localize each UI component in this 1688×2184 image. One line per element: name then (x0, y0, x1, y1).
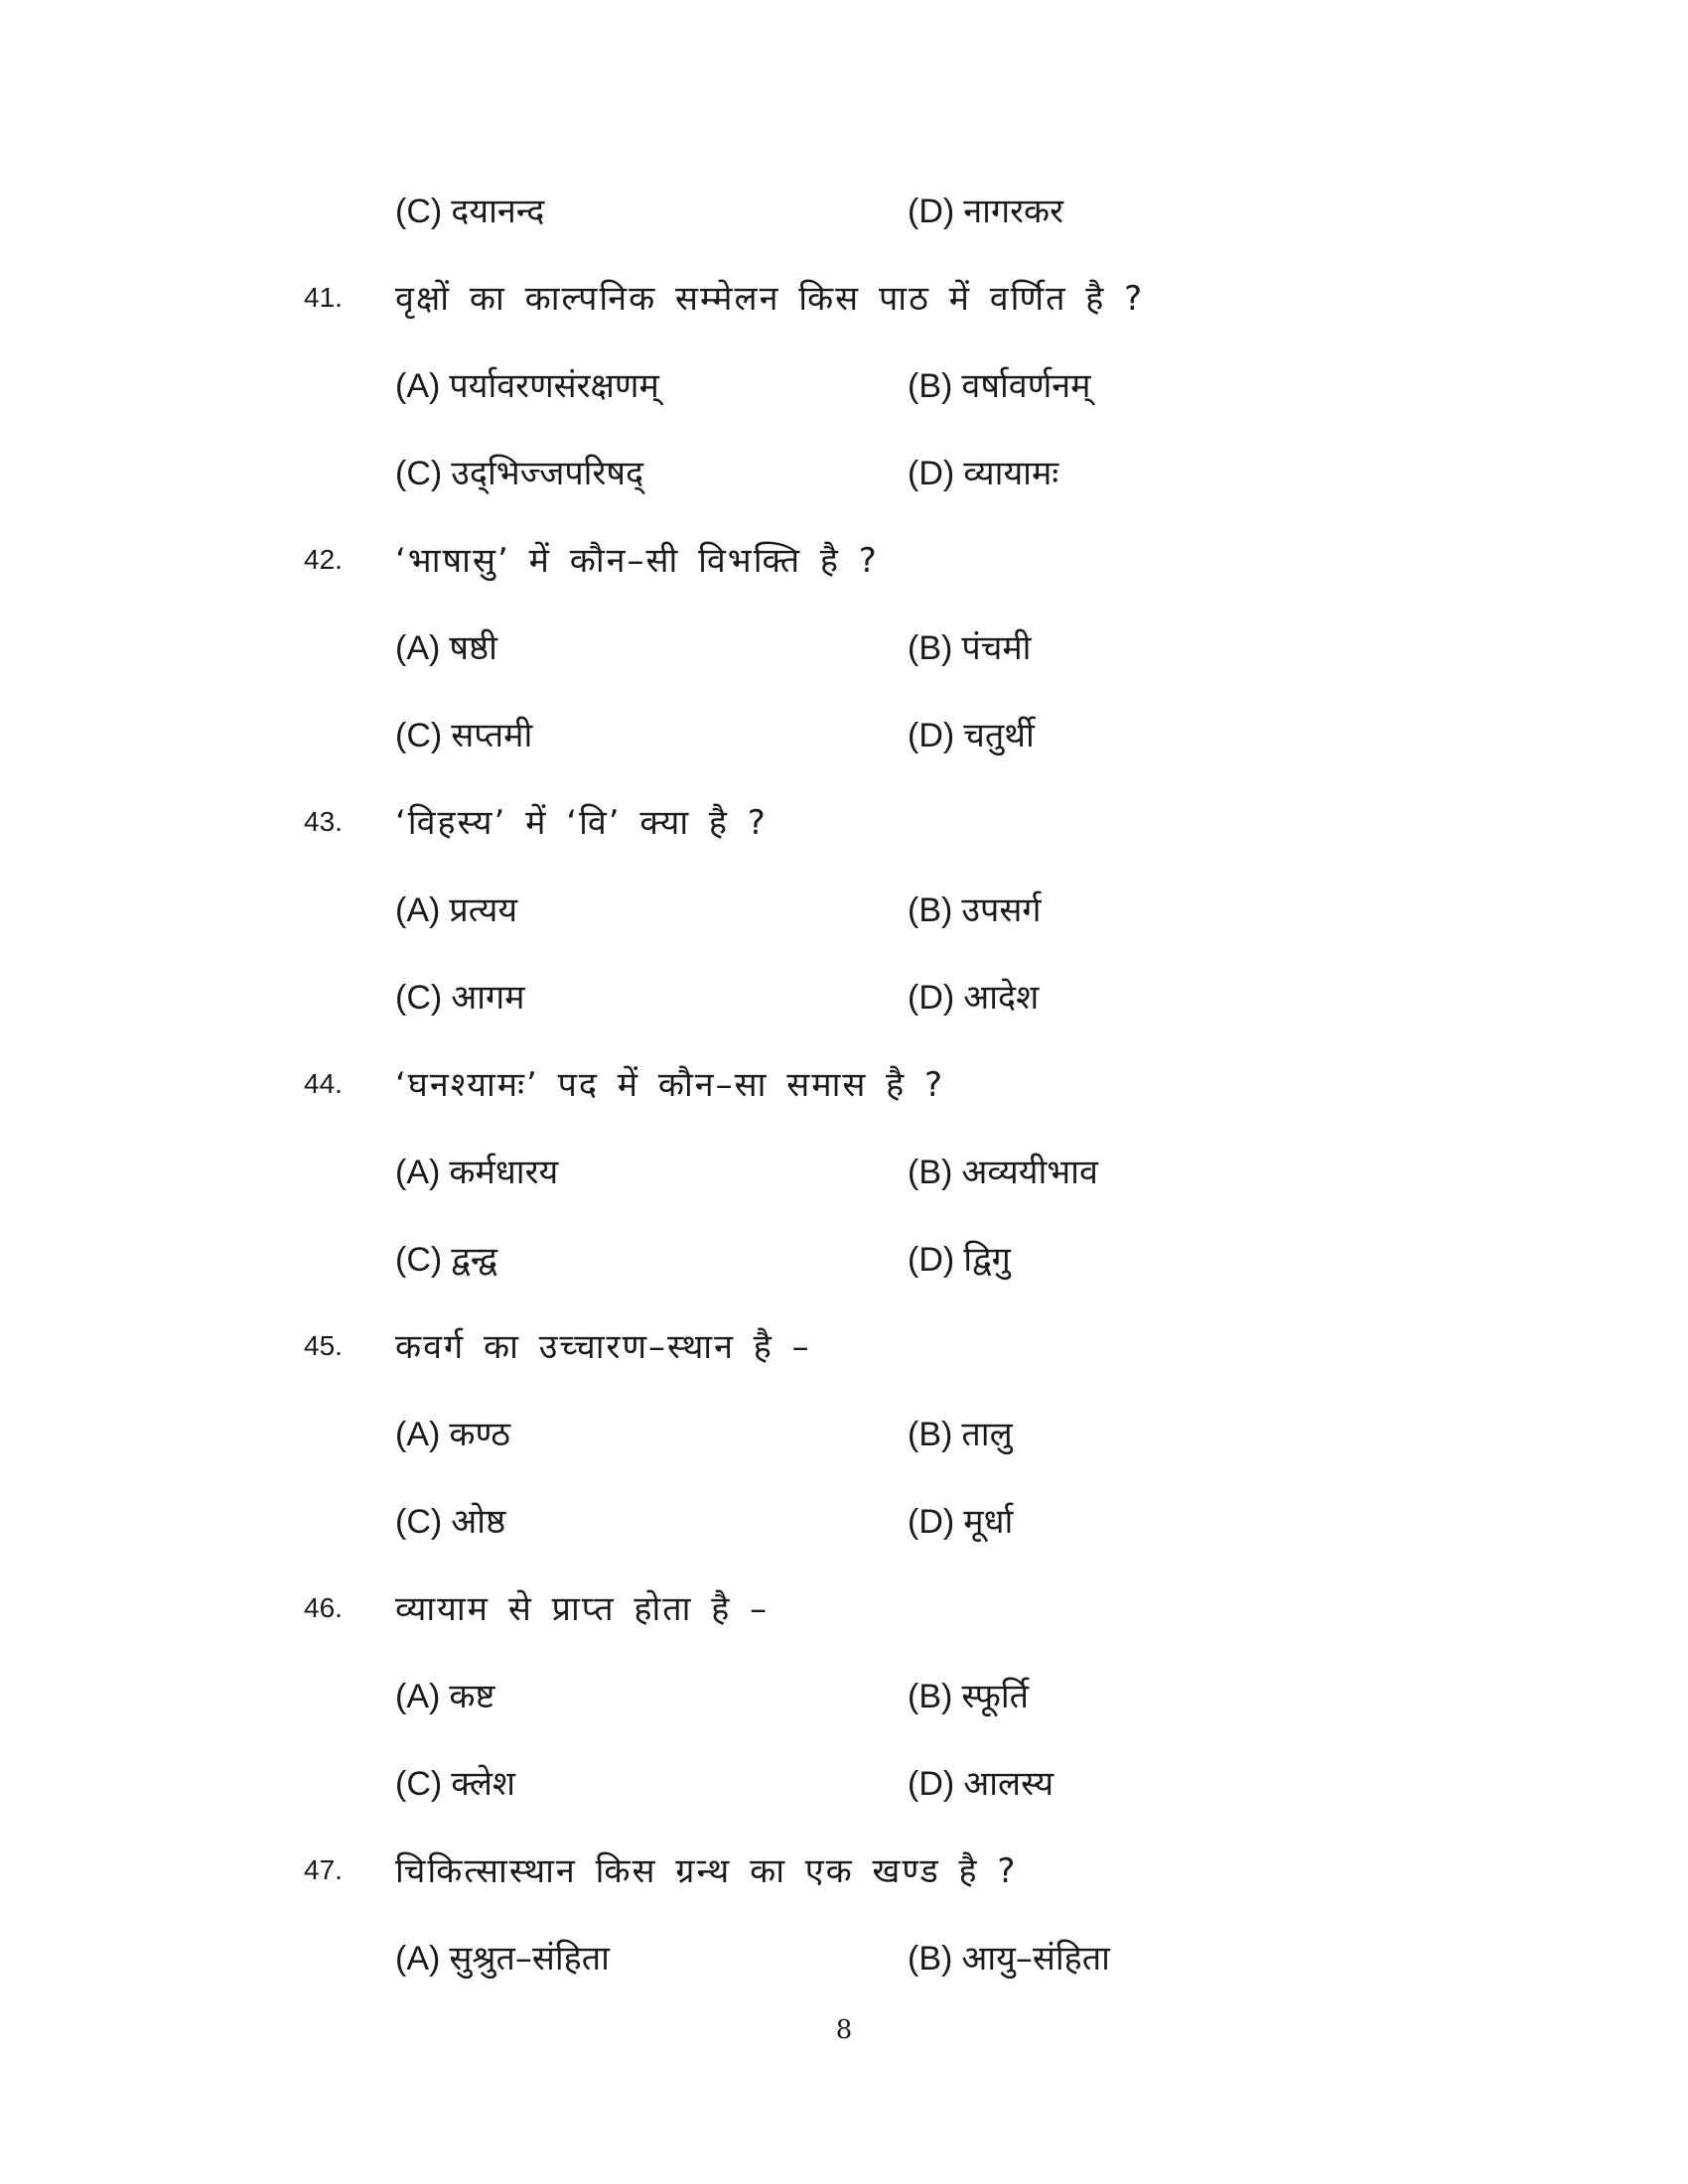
question-number: 45. (304, 1330, 343, 1361)
option-text: वर्षावर्णनम् (961, 366, 1091, 406)
option-row (0, 1932, 1688, 1991)
option-label: (B) (908, 1678, 953, 1715)
option-b (908, 886, 1042, 931)
option-label: (C) (395, 717, 443, 754)
option-text: द्विगु (963, 1240, 1011, 1280)
option-d (908, 1497, 1013, 1543)
question-row (0, 1058, 1688, 1118)
option-row (0, 971, 1688, 1030)
question-row (0, 1582, 1688, 1642)
option-text: व्यायामः (963, 454, 1059, 493)
option-d (908, 973, 1039, 1019)
option-row (0, 1757, 1688, 1817)
option-label: (B) (908, 1154, 953, 1191)
option-label: (D) (908, 979, 955, 1017)
option-text: कष्ट (449, 1677, 495, 1716)
question-text: व्यायाम से प्राप्त होता है – (395, 1589, 770, 1629)
option-label: (B) (908, 891, 953, 929)
option-row (0, 447, 1688, 506)
option-label: (D) (908, 1765, 955, 1803)
option-a (395, 1672, 494, 1717)
option-text: पंचमी (961, 628, 1032, 668)
option-row (0, 884, 1688, 943)
option-label: (A) (395, 367, 441, 405)
option-label: (A) (395, 1940, 441, 1978)
option-label: (D) (908, 193, 955, 230)
option-c (395, 1759, 515, 1805)
option-text: आलस्य (963, 1764, 1055, 1804)
option-text: उद्‌भिज्जपरिषद् (451, 454, 644, 493)
option-label: (C) (395, 979, 443, 1017)
option-label: (D) (908, 1241, 955, 1279)
option-a (395, 1410, 510, 1455)
option-row (0, 359, 1688, 419)
option-b (908, 1148, 1098, 1193)
option-text: दयानन्द (451, 192, 545, 231)
option-row (0, 185, 1688, 244)
option-label: (C) (395, 1503, 443, 1541)
option-c (395, 973, 525, 1019)
question-text: चिकित्सास्थान किस ग्रन्थ का एक खण्ड है ? (395, 1851, 1018, 1891)
option-d (908, 711, 1035, 756)
question-text: वृक्षों का काल्पनिक सम्मेलन किस पाठ में वर्णित है ? (395, 279, 1145, 319)
option-text: नागरकर (963, 192, 1064, 231)
option-text: द्वन्द्व (451, 1240, 497, 1280)
option-text: षष्ठी (449, 628, 497, 668)
option-row (0, 621, 1688, 681)
option-row (0, 1495, 1688, 1555)
question-text: कवर्ग का उच्चारण–स्थान है – (395, 1327, 811, 1367)
question-row (0, 796, 1688, 856)
option-d (908, 1759, 1054, 1805)
question-text: ‘भाषासु’ में कौन–सी विभक्ति है ? (395, 541, 879, 581)
option-c (395, 1235, 497, 1281)
option-text: पर्यावरणसंरक्षणम् (449, 366, 659, 406)
question-row (0, 1844, 1688, 1904)
option-label: (B) (908, 367, 953, 405)
question-row (0, 1320, 1688, 1380)
option-text: कर्मधारय (449, 1153, 559, 1192)
option-b (908, 1672, 1029, 1717)
option-row (0, 1408, 1688, 1467)
question-number: 46. (304, 1592, 343, 1623)
question-number: 47. (304, 1854, 343, 1885)
question-number: 41. (304, 282, 343, 313)
question-number: 43. (304, 806, 343, 837)
option-label: (C) (395, 193, 443, 230)
option-text: सप्तमी (451, 716, 533, 755)
question-text: ‘विहस्य’ में ‘वि’ क्या है ? (395, 803, 768, 843)
option-a (395, 1148, 558, 1193)
option-label: (A) (395, 1154, 441, 1191)
option-text: स्फूर्ति (961, 1677, 1030, 1716)
option-row (0, 1233, 1688, 1293)
option-label: (B) (908, 1940, 953, 1978)
option-text: अव्ययीभाव (961, 1153, 1098, 1192)
question-text: ‘घनश्यामः’ पद में कौन–सा समास है ? (395, 1065, 945, 1105)
option-a (395, 361, 659, 407)
option-a (395, 886, 517, 931)
option-d (908, 1235, 1011, 1281)
option-label: (B) (908, 629, 953, 667)
option-b (908, 623, 1031, 669)
option-label: (B) (908, 1416, 953, 1453)
option-row (0, 1146, 1688, 1205)
option-text: आगम (451, 978, 525, 1018)
option-text: उपसर्ग (961, 890, 1042, 930)
option-c (395, 187, 544, 232)
option-row (0, 709, 1688, 768)
option-text: क्लेश (451, 1764, 515, 1804)
option-text: कण्ठ (449, 1415, 511, 1454)
option-label: (A) (395, 629, 441, 667)
option-d (908, 449, 1058, 494)
option-label: (D) (908, 1503, 955, 1541)
option-text: ओष्ठ (451, 1502, 506, 1542)
option-text: आदेश (963, 978, 1040, 1018)
option-label: (A) (395, 1678, 441, 1715)
option-text: मूर्धा (963, 1502, 1014, 1542)
option-label: (D) (908, 455, 955, 492)
option-b (908, 1934, 1110, 1979)
option-text: प्रत्यय (449, 890, 518, 930)
option-c (395, 711, 532, 756)
option-row (0, 1670, 1688, 1729)
question-number: 42. (304, 544, 343, 575)
option-text: तालु (961, 1415, 1013, 1454)
option-d (908, 187, 1063, 232)
option-c (395, 449, 643, 494)
option-label: (A) (395, 891, 441, 929)
question-number: 44. (304, 1068, 343, 1099)
option-label: (A) (395, 1416, 441, 1453)
option-label: (D) (908, 717, 955, 754)
option-label: (C) (395, 1765, 443, 1803)
option-c (395, 1497, 505, 1543)
option-b (908, 1410, 1013, 1455)
option-label: (C) (395, 455, 443, 492)
option-text: सुश्रुत–संहिता (449, 1939, 610, 1979)
option-a (395, 623, 497, 669)
option-b (908, 361, 1090, 407)
option-text: चतुर्थी (963, 716, 1035, 755)
page-number: 8 (835, 2015, 853, 2045)
option-label: (C) (395, 1241, 443, 1279)
option-a (395, 1934, 610, 1979)
question-row (0, 272, 1688, 332)
option-text: आयु–संहिता (961, 1939, 1110, 1979)
question-row (0, 534, 1688, 594)
